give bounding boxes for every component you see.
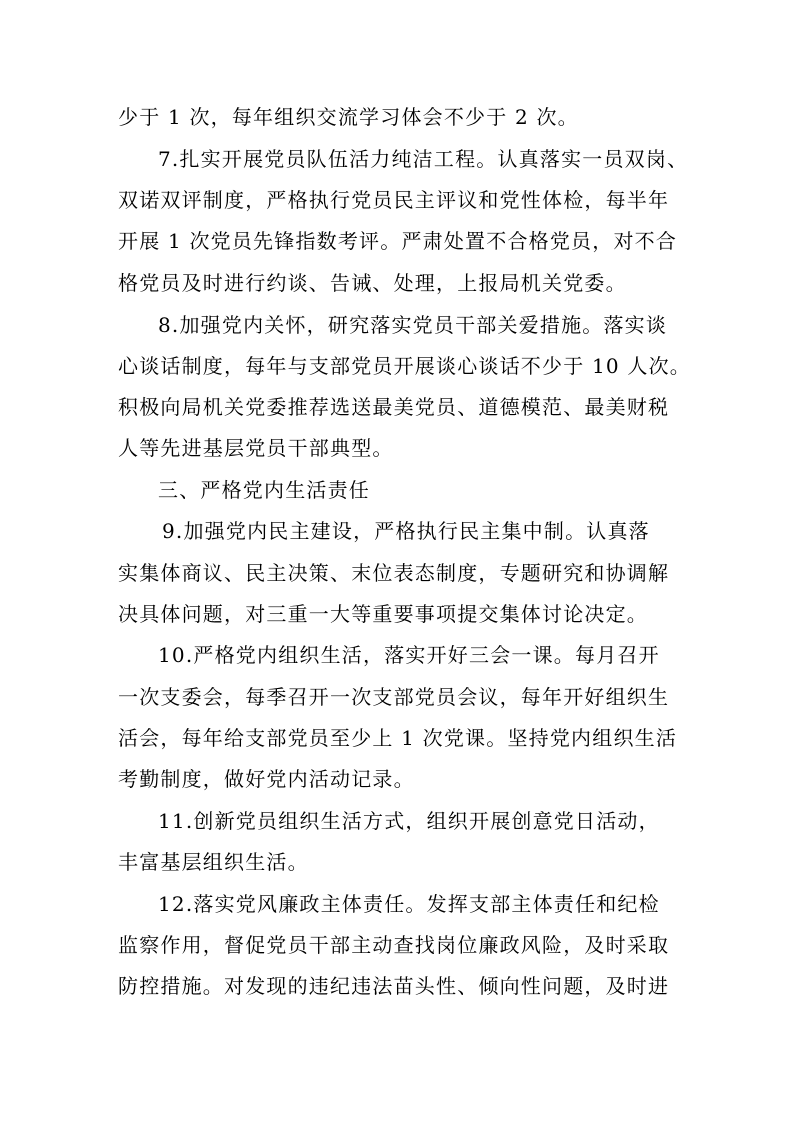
text-line: 防控措施。对发现的违纪违法苗头性、倾向性问题，及时进: [118, 974, 670, 998]
text-line: 丰富基层组织生活。: [118, 850, 309, 874]
text-line: 开展 1 次党员先锋指数考评。严肃处置不合格党员，对不合: [118, 229, 678, 253]
text-line: 双诺双评制度，严格执行党员民主评议和党性体检，每半年: [118, 188, 670, 212]
text-line: 8.加强党内关怀，研究落实党员干部关爱措施。落实谈: [158, 313, 668, 337]
text-line: 一次支委会，每季召开一次支部党员会议，每年开好组织生: [118, 685, 670, 709]
text-line: 人等先进基层党员干部典型。: [118, 436, 394, 460]
text-line: 格党员及时进行约谈、告诫、处理，上报局机关党委。: [118, 271, 627, 295]
text-line: 考勤制度，做好党内活动记录。: [118, 767, 415, 791]
text-line: 7.扎实开展党员队伍活力纯洁工程。认真落实一员双岗、: [158, 147, 689, 171]
text-line: 监察作用，督促党员干部主动查找岗位廉政风险，及时采取: [118, 933, 670, 957]
text-line: 决具体问题，对三重一大等重要事项提交集体讨论决定。: [118, 602, 648, 626]
text-line: 实集体商议、民主决策、末位表态制度，专题研究和协调解: [118, 561, 670, 585]
text-line: 9.加强党内民主建设，严格执行民主集中制。认真落: [162, 519, 650, 543]
text-line: 少于 1 次，每年组织交流学习体会不少于 2 次。: [118, 105, 579, 129]
text-line: 11.创新党员组织生活方式，组织开展创意党日活动，: [158, 809, 660, 833]
text-line: 活会，每年给支部党员至少上 1 次党课。坚持党内组织生活: [118, 726, 678, 750]
text-line: 12.落实党风廉政主体责任。发挥支部主体责任和纪检: [158, 892, 660, 916]
text-line: 积极向局机关党委推荐选送最美党员、道德模范、最美财税: [118, 395, 670, 419]
text-line: 心谈话制度，每年与支部党员开展谈心谈话不少于 10 人次。: [118, 354, 691, 378]
section-heading: 三、严格党内生活责任: [158, 478, 370, 502]
text-line: 10.严格党内组织生活，落实开好三会一课。每月召开: [158, 643, 660, 667]
